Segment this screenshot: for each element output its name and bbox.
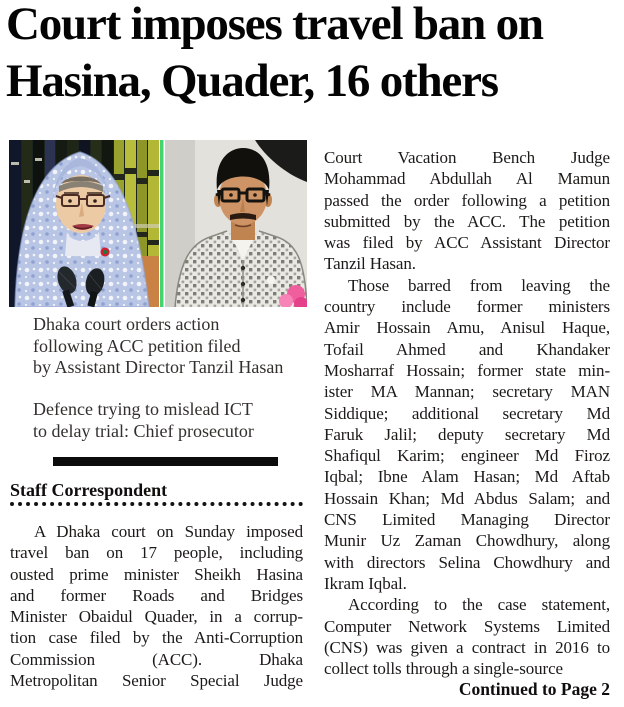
dotted-rule	[10, 502, 303, 506]
article-line: Mosharraf Hossain; former state min-	[324, 360, 610, 380]
article-line: Shafiqul Karim; engineer Md Firoz	[324, 446, 610, 466]
article-line: was filed by ACC Assistant Director	[324, 233, 610, 253]
article-line: Tofail Ahmed and Khandaker	[324, 339, 610, 359]
headline-line: Hasina, Quader, 16 others	[6, 55, 498, 107]
caption-line: to delay trial: Chief prosecutor	[33, 420, 254, 441]
photo-caption-secondary	[33, 399, 313, 442]
photo-divider	[160, 140, 164, 307]
news-photo	[9, 140, 307, 307]
article-column-left	[10, 521, 303, 691]
caption-line: Dhaka court orders action	[33, 314, 220, 334]
section-divider-bar	[53, 457, 278, 466]
article-paragraph	[10, 521, 303, 691]
article-line: (CNS) was given a contract in 2016 to	[324, 637, 610, 657]
continued-notice: Continued to Page 2	[458, 679, 610, 700]
article-line: Siddique; additional secretary Md	[324, 403, 610, 423]
article-line: Hossain Khan; Md Abdus Salam; and	[324, 488, 610, 508]
article-line: collect tolls through a single-source	[324, 659, 563, 679]
caption-line: by Assistant Director Tanzil Hasan	[33, 357, 284, 377]
article-line: According to the case statement,	[348, 595, 610, 615]
article-line: Commission (ACC). Dhaka	[10, 649, 303, 669]
article-line: CNS Limited Managing Director	[324, 510, 610, 530]
photo-caption-primary	[33, 314, 313, 379]
article-line: Those barred from leaving the	[348, 275, 610, 295]
article-line: country include former ministers	[324, 297, 610, 317]
article-line: ister MA Mannan; secretary MAN	[324, 382, 610, 402]
article-line: travel ban on 17 people, including	[10, 543, 303, 563]
article-line: Tanzil Hasan.	[324, 254, 416, 274]
article-line: Munir Uz Zaman Chowdhury, along	[324, 531, 610, 551]
article-paragraph	[324, 147, 610, 275]
photo-right	[165, 140, 307, 307]
headline-line: Court imposes travel ban on	[6, 0, 543, 50]
article-line: submitted by the ACC. The petition	[324, 211, 610, 231]
article-line: Court Vacation Bench Judge	[324, 148, 610, 167]
byline: Staff Correspondent	[10, 480, 168, 500]
article-line: A Dhaka court on Sunday imposed	[34, 522, 303, 541]
article-line: and former Roads and Bridges	[10, 585, 303, 605]
article-line: Computer Network Systems Limited	[324, 616, 610, 636]
article-paragraph	[324, 275, 610, 594]
article-line: tion case filed by the Anti-Corruption	[10, 628, 303, 648]
article-paragraph	[324, 594, 610, 679]
photo-left	[9, 140, 159, 307]
article-line: passed the order following a petition	[324, 190, 610, 210]
news-photo-illustration	[9, 140, 307, 307]
headline	[6, 0, 620, 110]
article-line: Iqbal; Ibne Alam Hasan; Md Aftab	[324, 467, 610, 487]
article-line: Metropolitan Senior Special Judge	[10, 671, 303, 691]
article-line: Minister Obaidul Quader, in a corrup-	[10, 607, 303, 627]
article-column-right	[324, 147, 610, 701]
article-line: ousted prime minister Sheikh Hasina	[10, 564, 303, 584]
article-line: with directors Selina Chowdhury and	[324, 552, 610, 572]
caption-line: Defence trying to mislead ICT	[33, 399, 253, 419]
article-line: Amir Hossain Amu, Anisul Haque,	[324, 318, 610, 338]
article-line: Ikram Iqbal.	[324, 573, 407, 593]
article-line: Faruk Jalil; deputy secretary Md	[324, 424, 610, 444]
caption-line: following ACC petition filed	[33, 335, 241, 356]
article-line: Mohammad Abdullah Al Mamun	[324, 169, 610, 189]
